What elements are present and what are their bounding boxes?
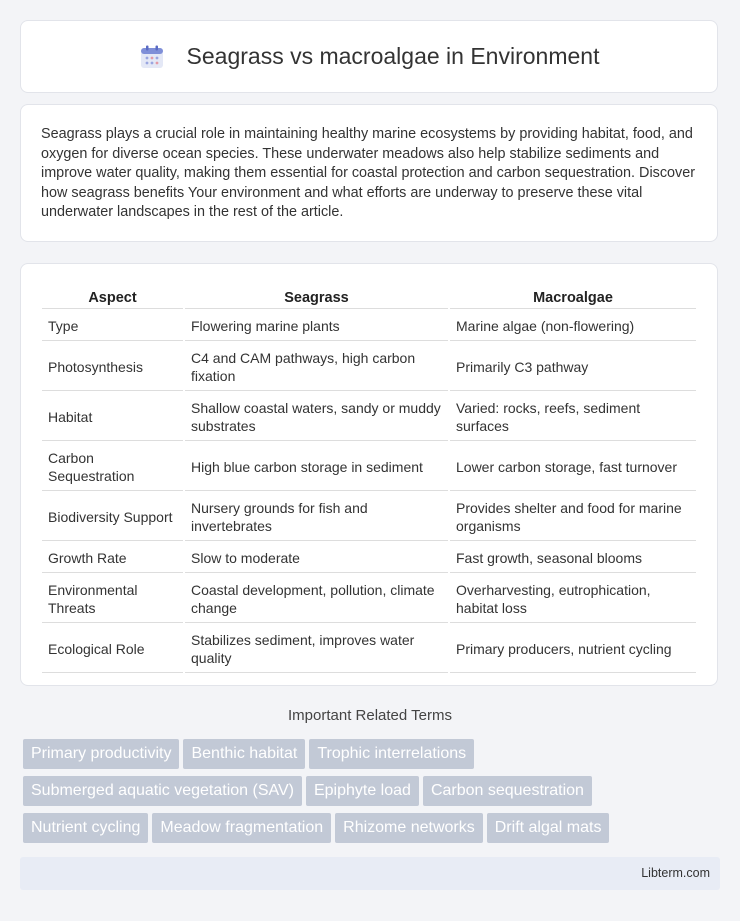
tag-primary-productivity[interactable]: Primary productivity [23, 739, 179, 769]
table-row [42, 575, 696, 623]
cell-seagrass: C4 and CAM pathways, high carbon fixation [185, 343, 448, 391]
related-terms-list [23, 739, 723, 850]
table-row [42, 311, 696, 341]
cell-macroalgae: Primarily C3 pathway [450, 343, 696, 391]
tag-drift-algal-mats[interactable]: Drift algal mats [487, 813, 610, 843]
cell-seagrass: Shallow coastal waters, sandy or muddy substrates [185, 393, 448, 441]
tag-meadow-fragmentation[interactable]: Meadow fragmentation [152, 813, 331, 843]
table-row [42, 493, 696, 541]
cell-aspect: Environmental Threats [42, 575, 183, 623]
cell-aspect: Biodiversity Support [42, 493, 183, 541]
title-card [20, 20, 718, 93]
cell-macroalgae: Fast growth, seasonal blooms [450, 543, 696, 573]
table-row [42, 625, 696, 673]
footer-site-link[interactable]: Libterm.com [641, 866, 710, 880]
cell-macroalgae: Primary producers, nutrient cycling [450, 625, 696, 673]
header-seagrass: Seagrass [185, 286, 448, 309]
header-aspect: Aspect [42, 286, 183, 309]
cell-macroalgae: Marine algae (non-flowering) [450, 311, 696, 341]
intro-card [20, 104, 718, 242]
cell-seagrass: Slow to moderate [185, 543, 448, 573]
comparison-card [20, 263, 718, 686]
calendar-icon [139, 44, 165, 70]
cell-seagrass: Stabilizes sediment, improves water quality [185, 625, 448, 673]
cell-macroalgae: Lower carbon storage, fast turnover [450, 443, 696, 491]
tag-rhizome-networks[interactable]: Rhizome networks [335, 813, 483, 843]
cell-seagrass: Nursery grounds for fish and invertebrates [185, 493, 448, 541]
cell-macroalgae: Varied: rocks, reefs, sediment surfaces [450, 393, 696, 441]
table-row [42, 393, 696, 441]
tag-benthic-habitat[interactable]: Benthic habitat [183, 739, 305, 769]
cell-macroalgae: Overharvesting, eutrophication, habitat loss [450, 575, 696, 623]
cell-seagrass: Coastal development, pollution, climate change [185, 575, 448, 623]
header-macroalgae: Macroalgae [450, 286, 696, 309]
cell-macroalgae: Provides shelter and food for marine organisms [450, 493, 696, 541]
intro-text: Seagrass plays a crucial role in maintaining healthy marine ecosystems by providing habitat, food, and oxygen for diverse ocean species. These underwater meadows also help stabilize sediments and improve water quality, making them essential for coastal protection and carbon sequestration. Discover how seagrass benefits Your environment and what efforts are underway to preserve these vital underwater landscapes in the rest of the article. [41, 126, 696, 221]
tag-carbon-sequestration[interactable]: Carbon sequestration [423, 776, 592, 806]
cell-aspect: Carbon Sequestration [42, 443, 183, 491]
related-terms-title: Important Related Terms [288, 707, 452, 724]
table-row [42, 543, 696, 573]
cell-aspect: Photosynthesis [42, 343, 183, 391]
tag-epiphyte-load[interactable]: Epiphyte load [306, 776, 419, 806]
cell-aspect: Habitat [42, 393, 183, 441]
cell-aspect: Growth Rate [42, 543, 183, 573]
table-row [42, 343, 696, 391]
cell-seagrass: Flowering marine plants [185, 311, 448, 341]
tag-nutrient-cycling[interactable]: Nutrient cycling [23, 813, 148, 843]
footer [20, 857, 720, 890]
page-title: Seagrass vs macroalgae in Environment [186, 43, 600, 69]
table-header-row [42, 286, 696, 309]
table-row [42, 443, 696, 491]
cell-aspect: Ecological Role [42, 625, 183, 673]
tag-sav[interactable]: Submerged aquatic vegetation (SAV) [23, 776, 302, 806]
cell-seagrass: High blue carbon storage in sediment [185, 443, 448, 491]
tag-trophic-interrelations[interactable]: Trophic interrelations [309, 739, 474, 769]
comparison-table [40, 284, 698, 675]
cell-aspect: Type [42, 311, 183, 341]
